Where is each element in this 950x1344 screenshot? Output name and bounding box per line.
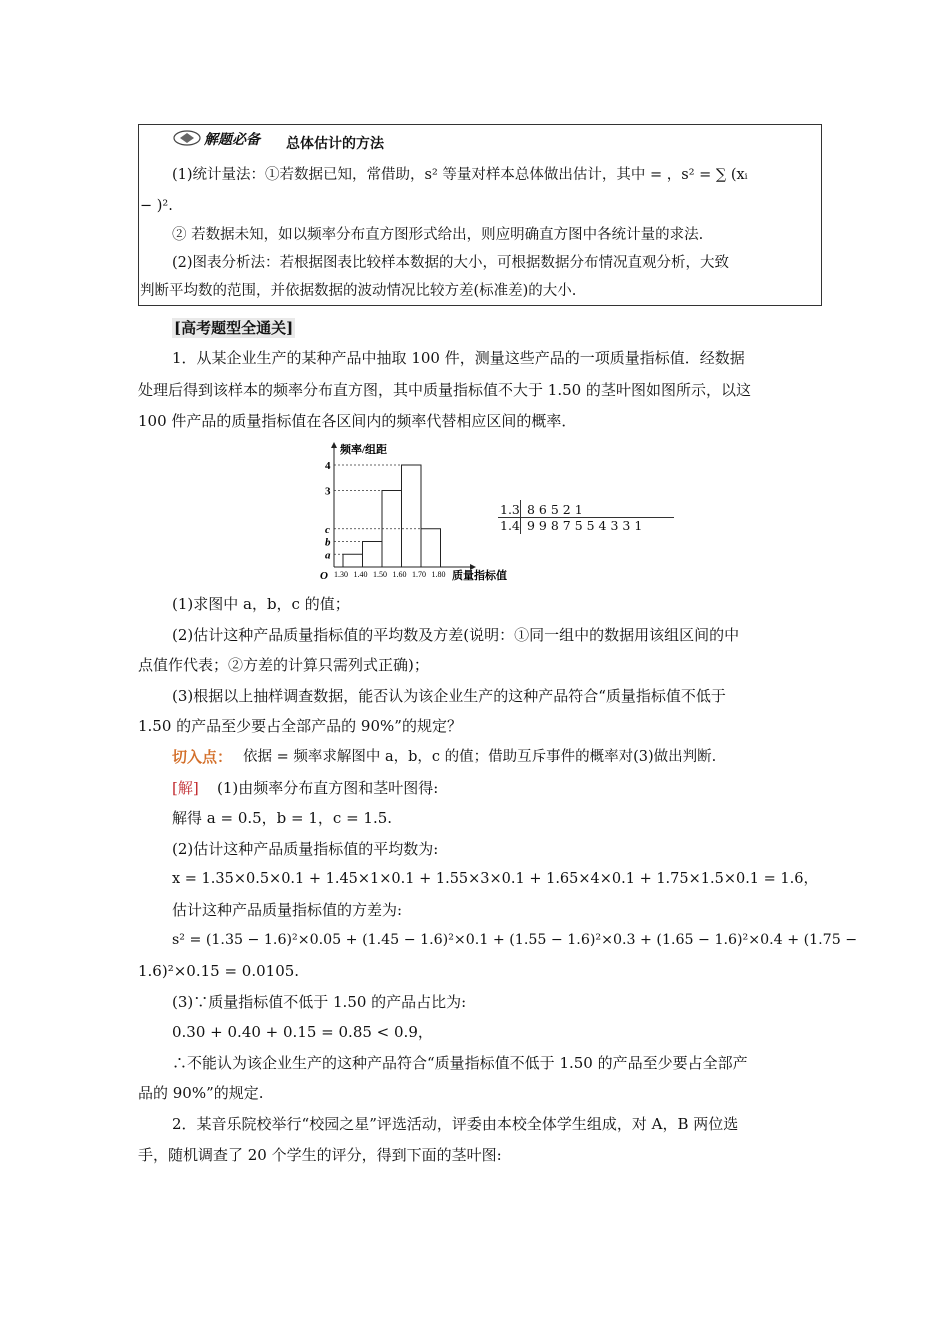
x-tick-label: 1.40 <box>353 570 368 579</box>
sol-line-10: ∴不能认为该企业生产的这种产品符合“质量指标值不低于 1.50 的产品至少要占全部产 <box>172 1054 748 1072</box>
x-tick-label: 1.50 <box>373 570 387 579</box>
q1-para-1: 1．从某企业生产的某种产品中抽取 100 件，测量这些产品的一项质量指标值．经数据 <box>172 349 745 367</box>
box-line-4: (2)图表分析法：若根据图表比较样本数据的大小，可根据数据分布情况直观分析，大致 <box>172 255 730 271</box>
y-tick-label: a <box>325 549 331 562</box>
y-tick-label: c <box>325 523 330 536</box>
sol-line-2: 解得 a = 0.5，b = 1，c = 1.5. <box>172 809 393 827</box>
q1-sub-1: (1)求图中 a，b，c 的值； <box>172 595 350 613</box>
histogram-bar <box>363 542 383 568</box>
q1-sub-3a: (3)根据以上抽样调查数据，能否认为该企业生产的这种产品符合“质量指标值不低于 <box>172 687 726 705</box>
x-tick-label: 1.80 <box>431 570 446 579</box>
sol-line-7: 1.6)²×0.15 = 0.0105. <box>138 962 300 980</box>
sol-line-9: 0.30 + 0.40 + 0.15 = 0.85 < 0.9， <box>172 1023 433 1041</box>
box-line-5: 判断平均数的范围，并依据数据的波动情况比较方差(标准差)的大小. <box>140 283 577 299</box>
sol-line-6: s² = (1.35 − 1.6)²×0.05 + (1.45 − 1.6)²×0.1 + (1.55 − 1.6)²×0.3 + (1.65 − 1.6)²×0.4 + (1.75 − <box>172 932 858 948</box>
sol-line-11: 品的 90%”的规定. <box>138 1084 264 1102</box>
histogram-bar <box>402 465 422 567</box>
q1-para-2: 处理后得到该样本的频率分布直方图，其中质量指标值不大于 1.50 的茎叶图如图所示，以这 <box>138 381 751 399</box>
method-box <box>138 124 822 306</box>
y-tick-label: 3 <box>325 485 331 498</box>
q2-para-1: 2．某音乐院校举行“校园之星”评选活动，评委由本校全体学生组成，对 A，B 两位选 <box>172 1115 739 1133</box>
y-axis-arrow <box>331 442 337 448</box>
q2-para-2: 手，随机调查了 20 个学生的评分，得到下面的茎叶图: <box>138 1146 502 1164</box>
x-axis-label: 质量指标值 <box>452 570 507 582</box>
q1-para-3: 100 件产品的质量指标值在各区间内的频率代替相应区间的概率． <box>138 412 577 430</box>
y-tick-label: b <box>325 536 331 549</box>
sol-line-3: (2)估计这种产品质量指标值的平均数为: <box>172 840 439 858</box>
section-tag: [高考题型全通关] <box>174 319 294 337</box>
q1-sub-2a: (2)估计这种产品质量指标值的平均数及方差(说明：①同一组中的数据用该组区间的中 <box>172 626 740 644</box>
sol-line-1: (1)由频率分布直方图和茎叶图得: <box>217 779 439 797</box>
stem-2: 1.4 <box>500 518 520 533</box>
q1-sub-3b: 1.50 的产品至少要占全部产品的 90%”的规定？ <box>138 717 462 735</box>
x-tick-label: 1.70 <box>412 570 426 579</box>
origin-label: O <box>320 570 328 582</box>
stem-1: 1.3 <box>500 502 520 517</box>
x-tick-label: 1.30 <box>334 570 348 579</box>
sol-line-8: (3)∵质量指标值不低于 1.50 的产品占比为: <box>172 993 467 1011</box>
box-line-3: ② 若数据未知，如以频率分布直方图形式给出，则应明确直方图中各统计量的求法. <box>172 227 704 243</box>
q1-sub-2b: 点值作代表；②方差的计算只需列式正确)； <box>138 656 429 674</box>
solution-label: [解] <box>172 779 199 797</box>
sol-line-5: 估计这种产品质量指标值的方差为: <box>172 901 403 919</box>
box-title: 总体估计的方法 <box>286 136 384 152</box>
y-tick-label: 4 <box>325 460 331 472</box>
sol-line-4: x = 1.35×0.5×0.1 + 1.45×1×0.1 + 1.55×3×0.1 + 1.65×4×0.1 + 1.75×1.5×0.1 = 1.6， <box>172 871 818 887</box>
x-tick-label: 1.60 <box>392 570 407 579</box>
leaves-2: 9 9 8 7 5 5 4 3 3 1 <box>527 518 643 533</box>
stem-leaf-divider <box>520 500 521 534</box>
y-axis-label: 频率/组距 <box>340 444 388 456</box>
box-badge: 解题必备 <box>204 132 260 148</box>
histogram-bar <box>421 529 441 567</box>
entry-text: 依据 = 频率求解图中 a，b，c 的值；借助互斥事件的概率对(3)做出判断. <box>243 749 717 765</box>
histogram-bar <box>343 554 363 567</box>
box-line-2: − )². <box>140 198 173 214</box>
tip-icon <box>172 128 202 148</box>
entry-label: 切入点： <box>172 748 233 766</box>
box-line-1: (1)统计量法：①若数据已知，常借助，s² 等量对样本总体做出估计，其中 = ，s² = ∑ (xᵢ <box>172 167 748 183</box>
leaves-1: 8 6 5 2 1 <box>527 502 583 517</box>
